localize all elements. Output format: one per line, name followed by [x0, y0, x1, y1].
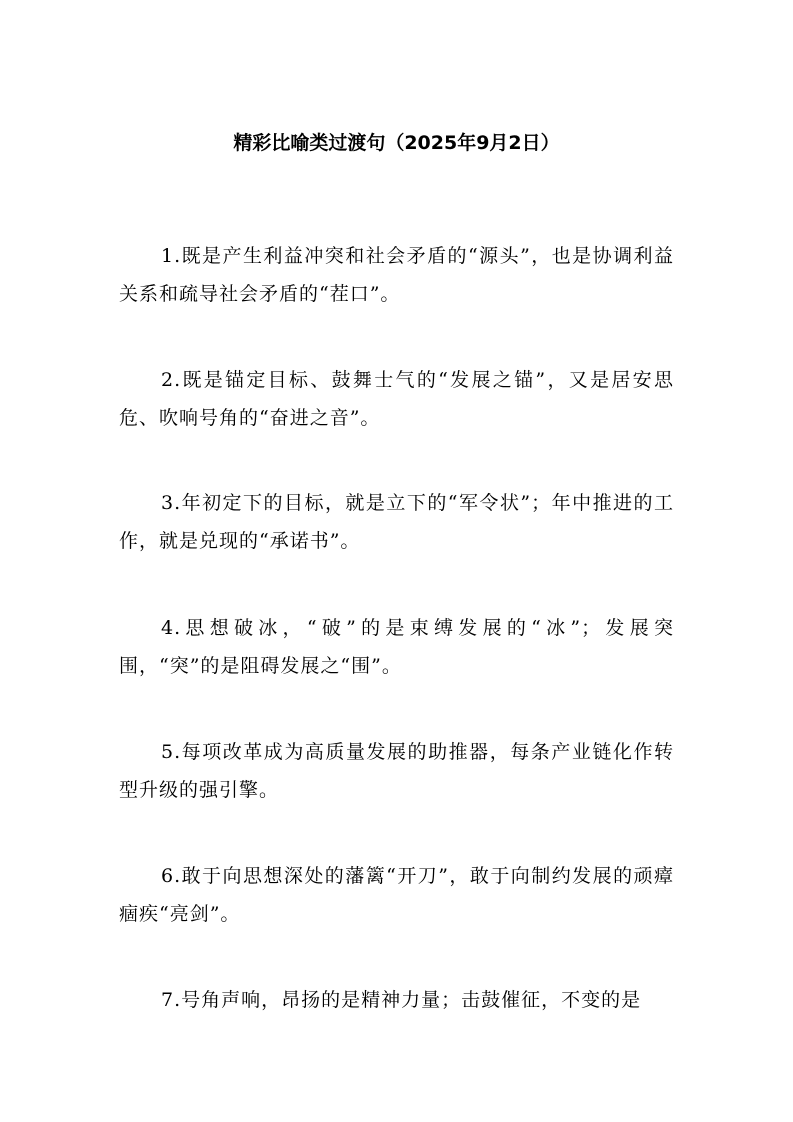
document-title: 精彩比喻类过渡句（2025年9月2日）: [233, 132, 560, 154]
paragraph-5: 5.每项改革成为高质量发展的助推器，每条产业链化作转型升级的强引擎。: [119, 741, 674, 801]
paragraph-7: 7.号角声响，昂扬的是精神力量；击鼓催征，不变的是: [161, 989, 642, 1011]
paragraph-1: 1.既是产生利益冲突和社会矛盾的“源头”，也是协调利益关系和疏导社会矛盾的“茬口”。: [119, 245, 674, 305]
paragraph-6: 6.敢于向思想深处的藩篱“开刀”，敢于向制约发展的顽瘴痼疾“亮剑”。: [119, 865, 674, 925]
paragraph-3: 3.年初定下的目标，就是立下的“军令状”；年中推进的工作，就是兑现的“承诺书”。: [119, 492, 674, 552]
paragraph-2: 2.既是锚定目标、鼓舞士气的“发展之锚”，又是居安思危、吹响号角的“奋进之音”。: [119, 369, 674, 429]
paragraph-4: 4.思想破冰，“破”的是束缚发展的“冰”；发展突围，“突”的是阻碍发展之“围”。: [119, 617, 674, 677]
